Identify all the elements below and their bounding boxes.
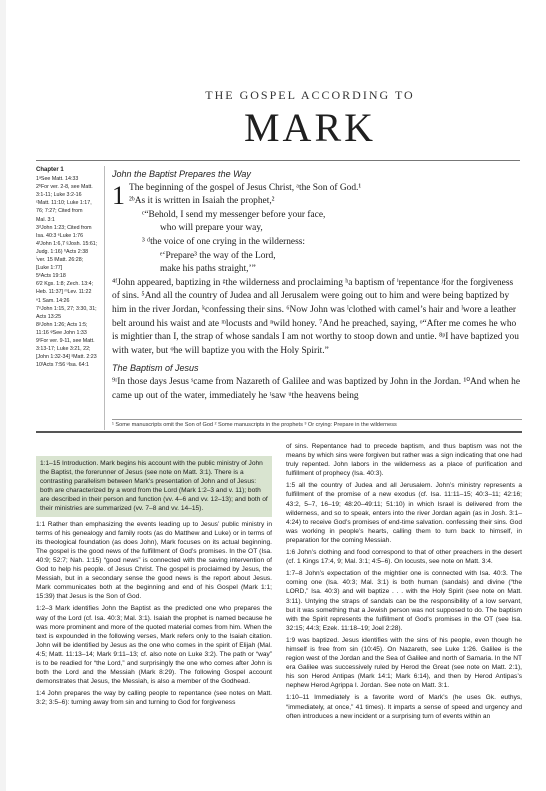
cross-reference-item: Mal. 3:1	[36, 216, 55, 223]
page-edge	[0, 0, 6, 791]
cross-reference-column	[36, 166, 102, 369]
study-note: 1:6 John’s clothing and food correspond to that of other preachers in the desert (cf. 1 Kings 17:4, 9; Mal. 3:1; 4:5–6). On locusts, see note on Matt. 3:4.	[286, 549, 522, 566]
cross-reference-item: Judg. 1:16) ʰActs 2:38	[36, 248, 89, 255]
notes-divider	[36, 431, 522, 433]
verses-9-10: ⁹ʳIn those days Jesus ˢcame from Nazareth of Galilee and was baptized by John in the Jordan. ¹⁰And when he came up out of the water, immediately he ᵗsaw ᵘthe heavens being	[112, 376, 521, 401]
study-note: 1:4 John prepares the way by calling people to repentance (see notes on Matt. 3:2; 3:5–6): turning away from sin and turning to God for forgiveness	[36, 690, 272, 707]
quote-line-5: make his paths straight,’”	[160, 264, 256, 275]
study-note: 1:7–8 John’s expectation of the mightier one is connected with Isa. 40:3. The coming one (Isa. 40:3; Mal. 3:1) is both human (sandals) and divine (“the LORD,” Isa. 40:3) and will baptize . . . with the Holy Spirit (see note on Matt. 3:11). Untying the straps of sandals can be the responsibility of a low servant, but it was something that a Jewish person was not supposed to do. The baptism with the Spirit represents the fulfillment of God’s promises in the OT (see Isa. 32:15; 44:3; Ezek. 11:18–19; Joel 2:28).	[286, 570, 522, 632]
verses-4-8: ⁴ᶠJohn appeared, baptizing in ᵍthe wilderness and proclaiming ʰa baptism of ⁱrepentance ʲfor the forgiveness of sins. ⁵And all the country of Judea and all Jerusalem were going out to him and were being baptized by him in the river Jordan, ᵏconfessing their sins. ⁶Now John was ˡclothed with camel’s hair and ˡwore a leather belt around his waist and ate ᵐlocusts and ⁿwild honey. ⁷And he preached, saying, ᵒ“After me comes he who is mightier than I, the strap of whose sandals I am not worthy to stoop down and untie. ⁸ᵖI have baptized you with water, but ᵠhe will baptize you with the Holy Spirit.”	[112, 277, 519, 356]
cross-reference-heading: Chapter 1	[36, 167, 64, 173]
study-note: 1:10–11 Immediately is a favorite word of Mark’s (he uses Gk. euthys, “immediately, at once,” 41 times). It imparts a sense of speed and urgency and often introduces a new incident or a surprising turn of events within an	[286, 694, 522, 720]
quote-line-1: ᶜ“Behold, I send my messenger before your face,	[142, 209, 326, 220]
cross-reference-item: 4ᶠJohn 1:6,7 ᵍJosh. 15:61;	[36, 240, 98, 247]
cross-reference-item: ᶜMatt. 11:10; Luke 1:17,	[36, 200, 92, 207]
section-heading-john-baptist: John the Baptist Prepares the Way	[112, 169, 251, 179]
verse-1: The beginning of the gospel of Jesus Christ, ᵃthe Son of God.¹	[129, 182, 362, 193]
textual-footnotes: ¹ Some manuscripts omit the Son of God ² Some manuscripts in the prophets ³ Or crying: Prepare in the wilderness	[112, 419, 522, 428]
verse-1-2	[112, 182, 522, 209]
cross-reference-item: ⁱver. 15 ʲMatt. 26:28;	[36, 257, 84, 264]
cross-reference-item: Heb. 11:37] ᵐLev. 11:22	[36, 289, 92, 296]
section-heading-baptism: The Baptism of Jesus	[112, 363, 199, 374]
quote-line-3: ³ ᵈthe voice of one crying in the wilderness:	[142, 236, 305, 247]
cross-reference-item: 5ᵏActs 19:18	[36, 273, 66, 280]
scripture-text	[112, 168, 522, 403]
chapter-number: 1	[112, 180, 125, 210]
cross-reference-item: 1ᵃSee Matt. 14:33	[36, 176, 79, 183]
notes-left-list	[36, 520, 272, 708]
introduction-box: 1:1–15 Introduction. Mark begins his account with the public ministry of John the Baptist, the forerunner of Jesus (see note on Matt. 3:1). There is a contrasting parallelism between Mark’s presentation of John and of Jesus: both are characterized by a word from the Lord (Mark 1:2–3 and v. 11); both are described in their person and function (vv. 4–6 and vv. 12–13); and both of their ministries are summarized (vv. 7–8 and vv. 14–15).	[36, 456, 272, 517]
quote-line-2: who will prepare your way,	[160, 223, 263, 234]
study-note: of sins. Repentance had to precede baptism, and thus baptism was not the means by which sins were forgiven but rather was a sign indicating that one had truly repented. John labors in the wilderness as a place of purification and fulfillment of prophecy (Isa. 40:3).	[286, 443, 522, 478]
cross-reference-item: 9ʳFor ver. 9-11, see Matt.	[36, 337, 95, 344]
title-rule	[36, 160, 520, 161]
quote-line-4: ᵉ‘Prepare³ the way of the Lord,	[160, 250, 276, 261]
notes-right-list	[286, 442, 522, 721]
cross-reference-item: 6ˡ2 Kgs. 1:8; Zech. 13:4;	[36, 281, 94, 288]
cross-reference-item: 3ᵈJohn 1:23; Cited from	[36, 224, 92, 231]
cross-reference-item: 76; 7:27; Cited from	[36, 208, 83, 215]
gospel-header: THE GOSPEL ACCORDING TO	[205, 88, 415, 102]
cross-reference-item: Acts 13:25	[36, 313, 62, 320]
cross-reference-item: 3:1-11; Luke 3:2-16	[36, 192, 82, 199]
cross-reference-item: Isa. 40:3 ᵉLuke 1:76	[36, 232, 84, 239]
cross-reference-item: [Luke 1:77]	[36, 265, 63, 272]
study-note: 1:9 was baptized. Jesus identifies with the sins of his people, even though he himself is free from sin (10:45). On Nazareth, see Luke 1:26. Galilee is the region west of the Jordan and the Sea of Galilee and north of Samaria. In the NT era Galilee was successively ruled by Herod the Great (see note on Matt. 2:1), his son Herod Antipas (Mark 14:1; Mark 6:14), and then by Herod Antipas’s nephew Herod Agrippa I. Jordan. See note on Matt. 3:1.	[286, 636, 522, 690]
study-note: 1:5 all the country of Judea and all Jerusalem. John’s ministry represents a fulfillment of the promise of a new exodus (cf. Isa. 11:11–15; 40:3–11; 42:16; 43:2, 5–7, 16–19; 48:20–49:11; 51:10) in which Israel is delivered from the wilderness, and so to speak, enters into the river Jordan again (as in Josh. 3:1–4:24) to receive God’s promises of end-time salvation. confessing their sins. God was working in people’s hearts, calling them to turn back to himself, in preparation for the coming Messiah.	[286, 482, 522, 544]
study-note: 1:2–3 Mark identifies John the Baptist as the predicted one who prepares the way of the Lord (cf. Isa. 40:3; Mal. 3:1). Isaiah the prophet is named because he was more prominent and more of the quoted material comes from him. When the text is expounded in the following verses, Mark refers only to the Isaiah citation. John will be identified by Jesus as the one who comes in the spirit of Elijah (Mal. 4:5; Matt. 11:13–14; Mark 9:11–13; cf. also note on Luke 3:2). The path or “way” is to be readied for “the Lord,” and surprisingly the one who comes after John is both the Lord and the Messiah (Mark 8:29). The following Gospel account demonstrates that Jesus, the Messiah, is also a member of the Godhead.	[36, 605, 272, 686]
study-notes-right-column	[286, 442, 522, 724]
study-note: 1:1 Rather than emphasizing the events leading up to Jesus’ public ministry in terms of his genealogy and family roots (as do Matthew and Luke) or in terms of its theological foundation (as does John), Mark focuses on its actual beginning. The gospel is the good news of the fulfillment of God’s promises. In the OT (Isa. 40:9; 52:7; Nah. 1:15) “good news” is connected with the saving intervention of God to help his people. of Jesus Christ. The gospel is proclaimed by Jesus, the Messiah, but in a secondary sense the good news is the report about Jesus. Mark communicates both at the beginning and end of his Gospel (Mark 1:1; 15:39) that Jesus is the Son of God.	[36, 520, 272, 601]
cross-reference-item: 2ᵇFor ver. 2-8, see Matt.	[36, 184, 93, 191]
cross-reference-item: 10ᵗActs 7:56 ᵘIsa. 64:1	[36, 362, 89, 369]
column-divider	[104, 166, 105, 430]
verse-2: ²ᵇAs it is written in Isaiah the prophet,²	[129, 196, 275, 207]
cross-reference-list	[36, 175, 102, 369]
cross-reference-item: [John 1:32-34] ˢMatt. 2:23	[36, 354, 97, 361]
cross-reference-item: 7ᵒJohn 1:15, 27; 3:30, 31;	[36, 305, 97, 312]
study-notes-left-column	[36, 456, 272, 710]
isaiah-quote	[112, 209, 522, 277]
cross-reference-item: ⁿ1 Sam. 14:26	[36, 297, 70, 304]
cross-reference-item: 3:13-17; Luke 3:21, 22;	[36, 346, 91, 353]
cross-reference-item: 8ᵖJohn 1:26; Acts 1:5;	[36, 321, 88, 328]
book-title: MARK	[243, 105, 377, 150]
cross-reference-item: 11:16 ᵠSee John 1:33	[36, 329, 87, 336]
